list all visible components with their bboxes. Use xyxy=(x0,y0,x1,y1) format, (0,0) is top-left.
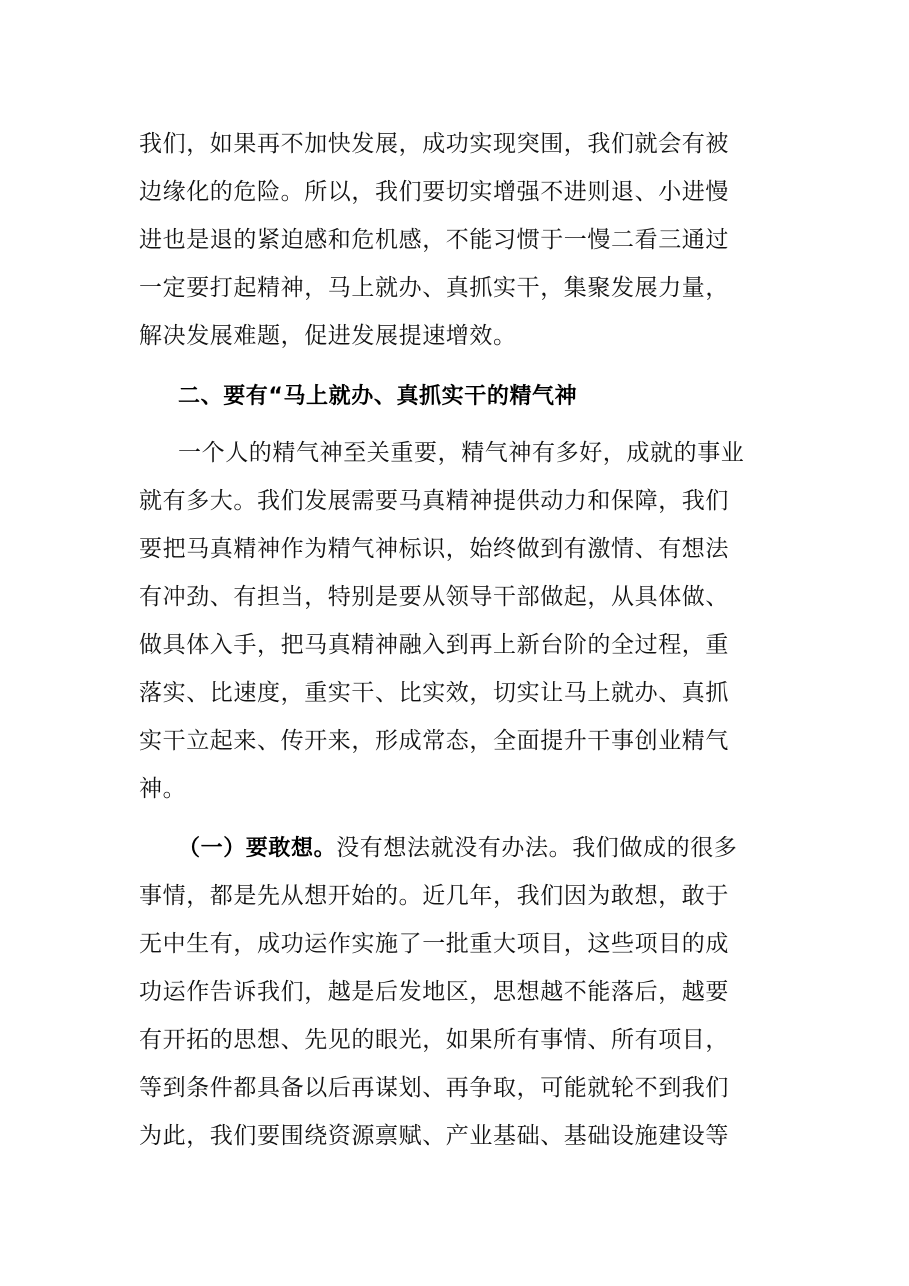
paragraph-first-line xyxy=(178,831,779,865)
section-heading: 二、要有“马上就办、真抓实干的精气神 xyxy=(178,384,578,409)
paragraph-line: 做具体入手，把马真精神融入到再上新台阶的全过程，重 xyxy=(139,632,729,658)
paragraph-line: 功运作告诉我们，越是后发地区，思想越不能落后，越要 xyxy=(139,979,729,1005)
paragraph-line: 事情，都是先从想开始的。近几年，我们因为敢想，敢于 xyxy=(139,883,729,909)
paragraph-line: 一个人的精气神至关重要，精气神有多好，成就的事业 xyxy=(178,440,745,466)
paragraph-line: 等到条件都具备以后再谋划、再争取，可能就轮不到我们 xyxy=(139,1075,729,1101)
paragraph-text: 没有想法就没有办法。我们做成的很多 xyxy=(336,835,738,861)
paragraph-line: 进也是退的紧迫感和危机感，不能习惯于一慢二看三通过 xyxy=(139,227,729,253)
paragraph-line: 落实、比速度，重实干、比实效，切实让马上就办、真抓 xyxy=(139,680,729,706)
paragraph-line: 为此，我们要围绕资源禀赋、产业基础、基础设施建设等 xyxy=(139,1123,729,1149)
paragraph-line: 实干立起来、传开来，形成常态，全面提升干事创业精气 xyxy=(139,728,729,754)
paragraph-line: 无中生有，成功运作实施了一批重大项目，这些项目的成 xyxy=(139,931,729,957)
paragraph-line: 要把马真精神作为精气神标识，始终做到有激情、有想法 xyxy=(139,536,729,562)
paragraph-line: 就有多大。我们发展需要马真精神提供动力和保障，我们 xyxy=(139,488,729,514)
paragraph-line: 一定要打起精神，马上就办、真抓实干，集聚发展力量， xyxy=(139,275,729,301)
paragraph-line: 我们，如果再不加快发展，成功实现突围，我们就会有被 xyxy=(139,131,729,157)
paragraph-line: 神。 xyxy=(139,776,187,802)
paragraph-line: 有开拓的思想、先见的眼光，如果所有事情、所有项目， xyxy=(139,1027,729,1053)
paragraph-line: 解决发展难题，促进发展提速增效。 xyxy=(139,323,517,349)
subsection-lead: （一）要敢想。 xyxy=(178,836,337,861)
paragraph-line: 有冲劲、有担当，特别是要从领导干部做起，从具体做、 xyxy=(139,584,729,610)
paragraph-line: 边缘化的危险。所以，我们要切实增强不进则退、小进慢 xyxy=(139,179,729,205)
